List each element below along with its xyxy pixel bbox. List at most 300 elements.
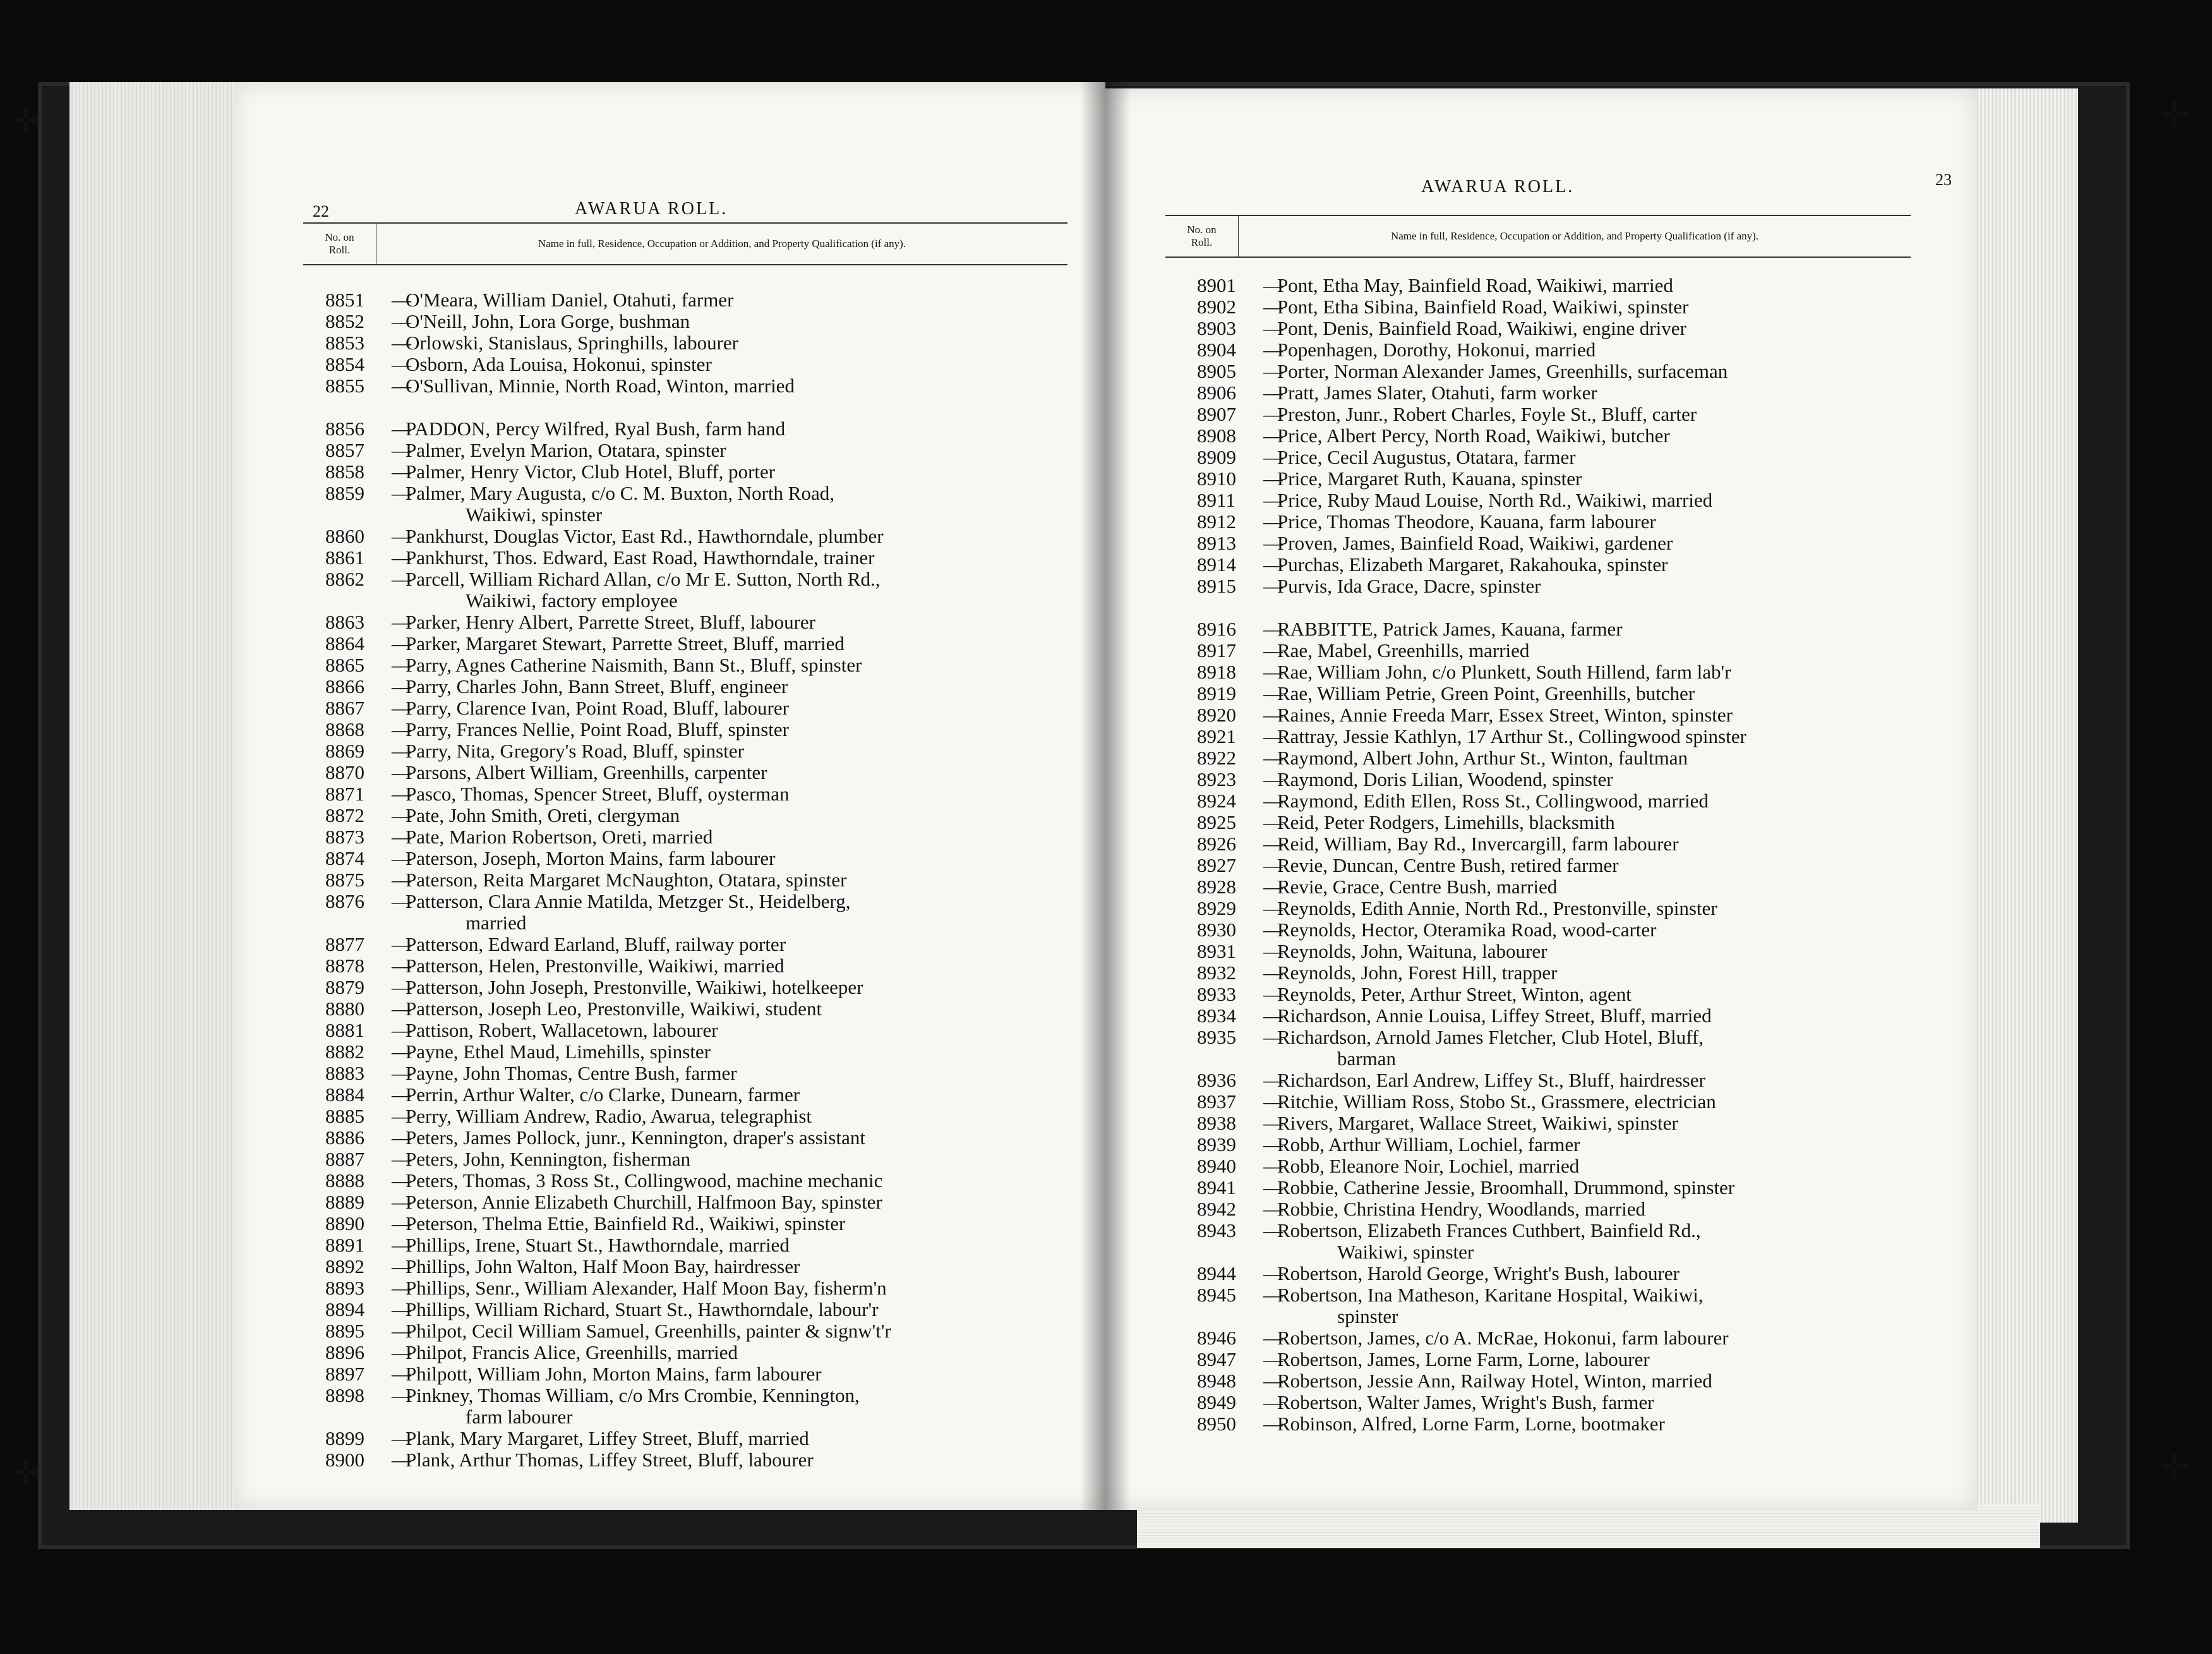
entry-text: Robertson, Harold George, Wright's Bush, labourer — [1277, 1262, 1680, 1284]
roll-entry — [1197, 962, 1923, 984]
roll-entry — [325, 1277, 1064, 1299]
entry-text: PADDON, Percy Wilfred, Ryal Bush, farm hand — [406, 418, 786, 440]
entry-text: Pasco, Thomas, Spencer Street, Bluff, oysterman — [406, 783, 790, 805]
entry-text: Parry, Charles John, Bann Street, Bluff, engineer — [406, 675, 788, 697]
roll-number: 8892 — [325, 1255, 364, 1277]
entry-dash: — — [392, 289, 411, 311]
roll-entry — [325, 805, 1064, 826]
entry-text: Parker, Henry Albert, Parrette Street, Bluff, labourer — [406, 611, 815, 633]
roll-number: 8885 — [325, 1105, 364, 1127]
roll-entry — [325, 1041, 1064, 1063]
entry-text: O'Neill, John, Lora Gorge, bushman — [406, 310, 690, 332]
roll-number: 8942 — [1197, 1198, 1236, 1220]
entry-dash: — — [392, 955, 411, 977]
roll-entry — [1197, 855, 1923, 876]
roll-entry — [1197, 1113, 1923, 1134]
roll-entry — [325, 1149, 1064, 1170]
roll-number: 8893 — [325, 1277, 364, 1299]
entry-text: Purchas, Elizabeth Margaret, Rakahouka, spinster — [1277, 553, 1668, 576]
entry-text: Price, Albert Percy, North Road, Waikiwi, butcher — [1277, 425, 1670, 447]
roll-number: 8945 — [1197, 1284, 1236, 1306]
entry-text: Robbie, Christina Hendry, Woodlands, married — [1277, 1198, 1645, 1220]
entry-dash: — — [1263, 940, 1283, 962]
entry-dash: — — [392, 1298, 411, 1320]
entry-dash: — — [1263, 1284, 1283, 1306]
entry-dash: — — [1263, 553, 1283, 576]
entry-dash: — — [392, 804, 411, 826]
roll-number: 8859 — [325, 482, 364, 504]
entry-text: Parry, Clarence Ivan, Point Road, Bluff, labourer — [406, 697, 789, 719]
roll-entry — [1197, 1091, 1923, 1113]
entry-text: Pate, Marion Robertson, Oreti, married — [406, 826, 713, 848]
roll-number: 8896 — [325, 1341, 364, 1363]
entry-text: Richardson, Earl Andrew, Liffey St., Bluff, hairdresser — [1277, 1069, 1705, 1091]
entry-text: Palmer, Henry Victor, Club Hotel, Bluff, porter — [406, 461, 776, 483]
roll-entry — [325, 1363, 1064, 1385]
roll-entry — [1197, 1156, 1923, 1177]
roll-entry — [1197, 619, 1923, 640]
entry-dash: — — [1263, 897, 1283, 919]
roll-number: 8853 — [325, 332, 364, 354]
entry-text: Palmer, Mary Augusta, c/o C. M. Buxton, North Road, — [406, 482, 834, 504]
roll-number: 8864 — [325, 632, 364, 655]
roll-number: 8899 — [325, 1427, 364, 1449]
roll-entry — [1197, 812, 1923, 833]
page-edges-left — [69, 82, 240, 1510]
roll-number: 8887 — [325, 1148, 364, 1170]
entry-text: Peters, Thomas, 3 Ross St., Collingwood, machine mechanic — [406, 1169, 883, 1192]
entry-dash: — — [1263, 725, 1283, 747]
entry-text: Rae, William John, c/o Plunkett, South Hillend, farm lab'r — [1277, 661, 1731, 683]
roll-number: 8891 — [325, 1234, 364, 1256]
entry-dash: — — [1263, 1219, 1283, 1241]
roll-entry — [1197, 941, 1923, 962]
entry-text: Robinson, Alfred, Lorne Farm, Lorne, bootmaker — [1277, 1413, 1665, 1435]
roll-entry — [1197, 1070, 1923, 1091]
roll-number: 8863 — [325, 611, 364, 633]
roll-entry — [1197, 533, 1923, 554]
entry-dash: — — [1263, 532, 1283, 554]
section-gap — [325, 397, 1064, 418]
entry-dash: — — [392, 654, 411, 676]
roll-number: 8851 — [325, 289, 364, 311]
entry-dash: — — [1263, 768, 1283, 790]
roll-number: 8862 — [325, 568, 364, 590]
entry-dash: — — [1263, 854, 1283, 876]
roll-entry — [325, 547, 1064, 569]
entry-text: Perry, William Andrew, Radio, Awarua, telegraphist — [406, 1105, 812, 1127]
roll-entry — [325, 998, 1064, 1020]
roll-entry — [1197, 339, 1923, 361]
entry-continuation: spinster — [1337, 1305, 1398, 1327]
entry-continuation: Waikiwi, spinster — [1337, 1241, 1474, 1263]
roll-number: 8902 — [1197, 296, 1236, 318]
entry-text: Reid, Peter Rodgers, Limehills, blacksmith — [1277, 811, 1615, 833]
entry-text: Patterson, John Joseph, Prestonville, Waikiwi, hotelkeeper — [406, 976, 863, 998]
entry-text: Robbie, Catherine Jessie, Broomhall, Drummond, spinster — [1277, 1176, 1735, 1198]
roll-number: 8889 — [325, 1191, 364, 1213]
entry-text: Raines, Annie Freeda Marr, Essex Street, Winton, spinster — [1277, 704, 1733, 726]
roll-entry — [325, 461, 1064, 483]
roll-entry — [1197, 447, 1923, 468]
roll-entry — [1197, 769, 1923, 790]
roll-number: 8852 — [325, 310, 364, 332]
entry-text: Robb, Eleanore Noir, Lochiel, married — [1277, 1155, 1580, 1177]
entry-dash: — — [392, 1191, 411, 1213]
roll-number: 8931 — [1197, 940, 1236, 962]
entry-dash: — — [392, 1126, 411, 1149]
entry-text: Price, Thomas Theodore, Kauana, farm labourer — [1277, 510, 1656, 533]
entry-text: Raymond, Albert John, Arthur St., Winton, faultman — [1277, 747, 1688, 769]
roll-number: 8905 — [1197, 360, 1236, 382]
entry-text: Parry, Agnes Catherine Naismith, Bann St., Bluff, spinster — [406, 654, 862, 676]
entry-text: Robertson, Jessie Ann, Railway Hotel, Winton, married — [1277, 1370, 1712, 1392]
entry-text: Pont, Etha Sibina, Bainfield Road, Waikiwi, spinster — [1277, 296, 1689, 318]
entry-continuation: Waikiwi, factory employee — [466, 589, 678, 612]
roll-number: 8866 — [325, 675, 364, 697]
entry-dash: — — [1263, 1327, 1283, 1349]
entry-text: Pinkney, Thomas William, c/o Mrs Crombie, Kennington, — [406, 1384, 860, 1406]
entry-text: Robb, Arthur William, Lochiel, farmer — [1277, 1133, 1580, 1156]
entry-dash: — — [392, 375, 411, 397]
roll-number: 8855 — [325, 375, 364, 397]
entry-text: Parsons, Albert William, Greenhills, carpenter — [406, 761, 767, 783]
roll-entry — [1197, 382, 1923, 404]
registration-mark-icon: ✛ — [2160, 95, 2189, 135]
entry-dash: — — [1263, 747, 1283, 769]
entry-dash: — — [392, 1255, 411, 1277]
roll-entry — [325, 1320, 1064, 1342]
roll-entry — [1197, 576, 1923, 597]
roll-number: 8894 — [325, 1298, 364, 1320]
entry-dash: — — [1263, 1413, 1283, 1435]
roll-number: 8901 — [1197, 274, 1236, 296]
roll-entry — [325, 762, 1064, 783]
roll-number: 8874 — [325, 847, 364, 869]
roll-number: 8926 — [1197, 833, 1236, 855]
roll-number: 8857 — [325, 439, 364, 461]
entry-dash: — — [392, 718, 411, 740]
roll-entry — [1197, 425, 1923, 447]
entry-text: Pankhurst, Thos. Edward, East Road, Hawthorndale, trainer — [406, 546, 875, 569]
entry-dash: — — [392, 1019, 411, 1041]
roll-entry — [1197, 1392, 1923, 1413]
entry-text: Paterson, Joseph, Morton Mains, farm labourer — [406, 847, 776, 869]
roll-entry — [1197, 1198, 1923, 1220]
roll-entry — [325, 1170, 1064, 1192]
roll-number: 8921 — [1197, 725, 1236, 747]
roll-number: 8882 — [325, 1041, 364, 1063]
roll-number: 8922 — [1197, 747, 1236, 769]
entry-dash: — — [1263, 1198, 1283, 1220]
roll-entry — [325, 1256, 1064, 1277]
roll-number: 8890 — [325, 1212, 364, 1234]
entry-dash: — — [1263, 962, 1283, 984]
roll-entry — [1197, 275, 1923, 296]
entry-text: Reynolds, Hector, Oteramika Road, wood-carter — [1277, 919, 1657, 941]
entry-continuation: married — [466, 912, 527, 934]
entry-dash: — — [1263, 682, 1283, 704]
entry-text: Pattison, Robert, Wallacetown, labourer — [406, 1019, 718, 1041]
entry-dash: — — [392, 740, 411, 762]
roll-entry — [325, 655, 1064, 676]
entry-dash: — — [1263, 1155, 1283, 1177]
entry-text: Rae, William Petrie, Green Point, Greenhills, butcher — [1277, 682, 1695, 704]
roll-number: 8920 — [1197, 704, 1236, 726]
roll-number: 8918 — [1197, 661, 1236, 683]
roll-entry — [325, 1192, 1064, 1213]
roll-number: 8934 — [1197, 1005, 1236, 1027]
page-edges-right — [1971, 88, 2078, 1523]
entry-dash: — — [392, 890, 411, 912]
roll-number: 8939 — [1197, 1133, 1236, 1156]
entry-dash: — — [392, 976, 411, 998]
roll-number: 8878 — [325, 955, 364, 977]
section-gap — [1197, 597, 1923, 619]
entry-dash: — — [1263, 618, 1283, 640]
roll-entry — [1197, 511, 1923, 533]
entry-text: Pate, John Smith, Oreti, clergyman — [406, 804, 680, 826]
entry-text: Phillips, John Walton, Half Moon Bay, hairdresser — [406, 1255, 800, 1277]
entry-dash: — — [392, 933, 411, 955]
roll-number: 8881 — [325, 1019, 364, 1041]
roll-number: 8875 — [325, 869, 364, 891]
roll-number: 8884 — [325, 1084, 364, 1106]
entry-continuation: Waikiwi, spinster — [466, 504, 603, 526]
entry-text: O'Sullivan, Minnie, North Road, Winton, married — [406, 375, 795, 397]
entry-text: Purvis, Ida Grace, Dacre, spinster — [1277, 575, 1541, 597]
roll-number: 8925 — [1197, 811, 1236, 833]
roll-number: 8877 — [325, 933, 364, 955]
roll-number: 8943 — [1197, 1219, 1236, 1241]
entry-text: Pankhurst, Douglas Victor, East Rd., Hawthorndale, plumber — [406, 525, 884, 547]
entry-dash: — — [392, 783, 411, 805]
roll-entry — [1197, 876, 1923, 898]
roll-entry — [325, 891, 1064, 912]
entry-text: Peterson, Annie Elizabeth Churchill, Halfmoon Bay, spinster — [406, 1191, 882, 1213]
roll-entry — [325, 740, 1064, 762]
entry-dash: — — [392, 1449, 411, 1471]
page-edges-bottom — [1137, 1504, 2040, 1548]
roll-entry — [325, 1213, 1064, 1234]
entry-text: Revie, Grace, Centre Bush, married — [1277, 876, 1558, 898]
entry-dash: — — [1263, 403, 1283, 425]
roll-entry — [325, 354, 1064, 375]
roll-entry — [1197, 1263, 1923, 1284]
entry-text: Robertson, James, Lorne Farm, Lorne, labourer — [1277, 1348, 1650, 1370]
entry-dash: — — [392, 847, 411, 869]
roll-number: 8900 — [325, 1449, 364, 1471]
roll-entry — [1197, 490, 1923, 511]
roll-number: 8914 — [1197, 553, 1236, 576]
entry-text: Price, Cecil Augustus, Otatara, farmer — [1277, 446, 1576, 468]
roll-number: 8880 — [325, 998, 364, 1020]
entry-text: Peters, John, Kennington, fisherman — [406, 1148, 691, 1170]
roll-entry — [325, 1020, 1064, 1041]
roll-number: 8886 — [325, 1126, 364, 1149]
entry-dash: — — [392, 482, 411, 504]
entry-text: Philpott, William John, Morton Mains, farm labourer — [406, 1363, 822, 1385]
roll-number: 8950 — [1197, 1413, 1236, 1435]
roll-number: 8865 — [325, 654, 364, 676]
roll-entry — [1197, 790, 1923, 812]
entry-text: Rattray, Jessie Kathlyn, 17 Arthur St., Collingwood spinster — [1277, 725, 1746, 747]
roll-entry — [325, 1449, 1064, 1471]
entry-text: Reynolds, John, Waituna, labourer — [1277, 940, 1548, 962]
roll-number: 8906 — [1197, 382, 1236, 404]
roll-entry — [325, 719, 1064, 740]
entry-dash: — — [392, 525, 411, 547]
roll-number: 8867 — [325, 697, 364, 719]
roll-number: 8903 — [1197, 317, 1236, 339]
left-page — [234, 82, 1105, 1510]
roll-entry — [1197, 404, 1923, 425]
entry-dash: — — [392, 611, 411, 633]
entry-text: Philpot, Cecil William Samuel, Greenhills, painter & signw't'r — [406, 1320, 891, 1342]
roll-number: 8927 — [1197, 854, 1236, 876]
roll-number: 8946 — [1197, 1327, 1236, 1349]
roll-entry — [325, 311, 1064, 332]
entry-dash: — — [1263, 811, 1283, 833]
roll-number: 8944 — [1197, 1262, 1236, 1284]
entry-dash: — — [392, 697, 411, 719]
entry-dash: — — [392, 1169, 411, 1192]
entry-text: Perrin, Arthur Walter, c/o Clarke, Dunearn, farmer — [406, 1084, 800, 1106]
roll-number: 8856 — [325, 418, 364, 440]
entry-dash: — — [1263, 425, 1283, 447]
entry-dash: — — [392, 1212, 411, 1234]
entry-text: Patterson, Clara Annie Matilda, Metzger St., Heidelberg, — [406, 890, 851, 912]
entry-continuation: barman — [1337, 1047, 1396, 1070]
entry-dash: — — [392, 1384, 411, 1406]
roll-number: 8910 — [1197, 468, 1236, 490]
roll-number: 8924 — [1197, 790, 1236, 812]
roll-entry — [1197, 318, 1923, 339]
roll-number: 8868 — [325, 718, 364, 740]
entry-dash: — — [1263, 1005, 1283, 1027]
column-header-number: No. on Roll. — [1165, 216, 1239, 257]
entry-text: Payne, Ethel Maud, Limehills, spinster — [406, 1041, 711, 1063]
roll-entry — [325, 676, 1064, 697]
entry-text: Phillips, Senr., William Alexander, Half Moon Bay, fisherm'n — [406, 1277, 887, 1299]
column-header-number: No. on Roll. — [303, 224, 376, 264]
roll-number: 8937 — [1197, 1090, 1236, 1113]
entry-text: Robertson, Walter James, Wright's Bush, farmer — [1277, 1391, 1654, 1413]
entry-dash: — — [1263, 317, 1283, 339]
roll-number: 8932 — [1197, 962, 1236, 984]
roll-entry — [325, 1063, 1064, 1084]
roll-entry — [325, 526, 1064, 547]
registration-mark-icon: ✛ — [2160, 1447, 2189, 1487]
roll-entry — [1197, 898, 1923, 919]
registration-mark-icon: ✛ — [11, 1453, 40, 1493]
roll-number: 8917 — [1197, 639, 1236, 661]
roll-entry — [325, 1385, 1064, 1406]
page-number: 23 — [1935, 171, 1952, 189]
roll-number: 8871 — [325, 783, 364, 805]
entry-text: Revie, Duncan, Centre Bush, retired farmer — [1277, 854, 1619, 876]
entry-text: Price, Ruby Maud Louise, North Rd., Waikiwi, married — [1277, 489, 1713, 511]
entry-dash: — — [392, 310, 411, 332]
roll-entry — [325, 289, 1064, 311]
entry-dash: — — [1263, 1026, 1283, 1048]
entry-dash: — — [1263, 339, 1283, 361]
entry-dash: — — [392, 1105, 411, 1127]
roll-number: 8883 — [325, 1062, 364, 1084]
column-header-name: Name in full, Residence, Occupation or Addition, and Property Qualification (if any). — [538, 238, 906, 250]
roll-number: 8870 — [325, 761, 364, 783]
entry-dash: — — [1263, 446, 1283, 468]
roll-entry — [325, 1234, 1064, 1256]
entry-dash: — — [392, 632, 411, 655]
roll-number: 8895 — [325, 1320, 364, 1342]
running-head: AWARUA ROLL. — [575, 199, 728, 219]
entry-dash: — — [392, 1041, 411, 1063]
entry-text: Patterson, Edward Earland, Bluff, railway porter — [406, 933, 786, 955]
entry-dash: — — [1263, 1112, 1283, 1134]
entry-text: Orlowski, Stanislaus, Springhills, labourer — [406, 332, 738, 354]
entry-text: Osborn, Ada Louisa, Hokonui, spinster — [406, 353, 712, 375]
roll-entry — [1197, 296, 1923, 318]
entry-dash: — — [392, 1062, 411, 1084]
entry-dash: — — [1263, 489, 1283, 511]
roll-entry — [325, 826, 1064, 848]
roll-entry — [325, 869, 1064, 891]
entry-dash: — — [1263, 274, 1283, 296]
entry-dash: — — [392, 1277, 411, 1299]
roll-entries-right — [1197, 275, 1923, 1435]
roll-entry — [1197, 554, 1923, 576]
roll-number: 8908 — [1197, 425, 1236, 447]
roll-entry — [325, 483, 1064, 504]
roll-entry — [325, 977, 1064, 998]
entry-text: Phillips, William Richard, Stuart St., Hawthorndale, labour'r — [406, 1298, 879, 1320]
roll-number: 8949 — [1197, 1391, 1236, 1413]
entry-dash: — — [392, 418, 411, 440]
roll-number: 8935 — [1197, 1026, 1236, 1048]
roll-entry — [1197, 747, 1923, 769]
roll-number: 8898 — [325, 1384, 364, 1406]
roll-entry — [325, 633, 1064, 655]
roll-number: 8913 — [1197, 532, 1236, 554]
roll-number: 8860 — [325, 525, 364, 547]
entry-text: Pratt, James Slater, Otahuti, farm worker — [1277, 382, 1597, 404]
entry-text: Parry, Frances Nellie, Point Road, Bluff, spinster — [406, 718, 789, 740]
roll-entry — [1197, 361, 1923, 382]
roll-entry — [325, 612, 1064, 633]
entry-dash: — — [392, 353, 411, 375]
roll-entry — [325, 848, 1064, 869]
entry-dash: — — [1263, 1090, 1283, 1113]
entry-dash: — — [392, 461, 411, 483]
roll-entry — [325, 1342, 1064, 1363]
entry-dash: — — [1263, 1370, 1283, 1392]
entry-dash: — — [1263, 510, 1283, 533]
roll-number: 8929 — [1197, 897, 1236, 919]
entry-dash: — — [392, 869, 411, 891]
roll-number: 8869 — [325, 740, 364, 762]
entry-dash: — — [392, 998, 411, 1020]
roll-entry — [325, 783, 1064, 805]
entry-text: Pont, Etha May, Bainfield Road, Waikiwi, married — [1277, 274, 1673, 296]
roll-entry — [325, 418, 1064, 440]
entry-text: Patterson, Helen, Prestonville, Waikiwi, married — [406, 955, 784, 977]
roll-number: 8858 — [325, 461, 364, 483]
roll-number: 8912 — [1197, 510, 1236, 533]
entry-text: Popenhagen, Dorothy, Hokonui, married — [1277, 339, 1596, 361]
roll-entry — [325, 1127, 1064, 1149]
entry-dash: — — [392, 1341, 411, 1363]
